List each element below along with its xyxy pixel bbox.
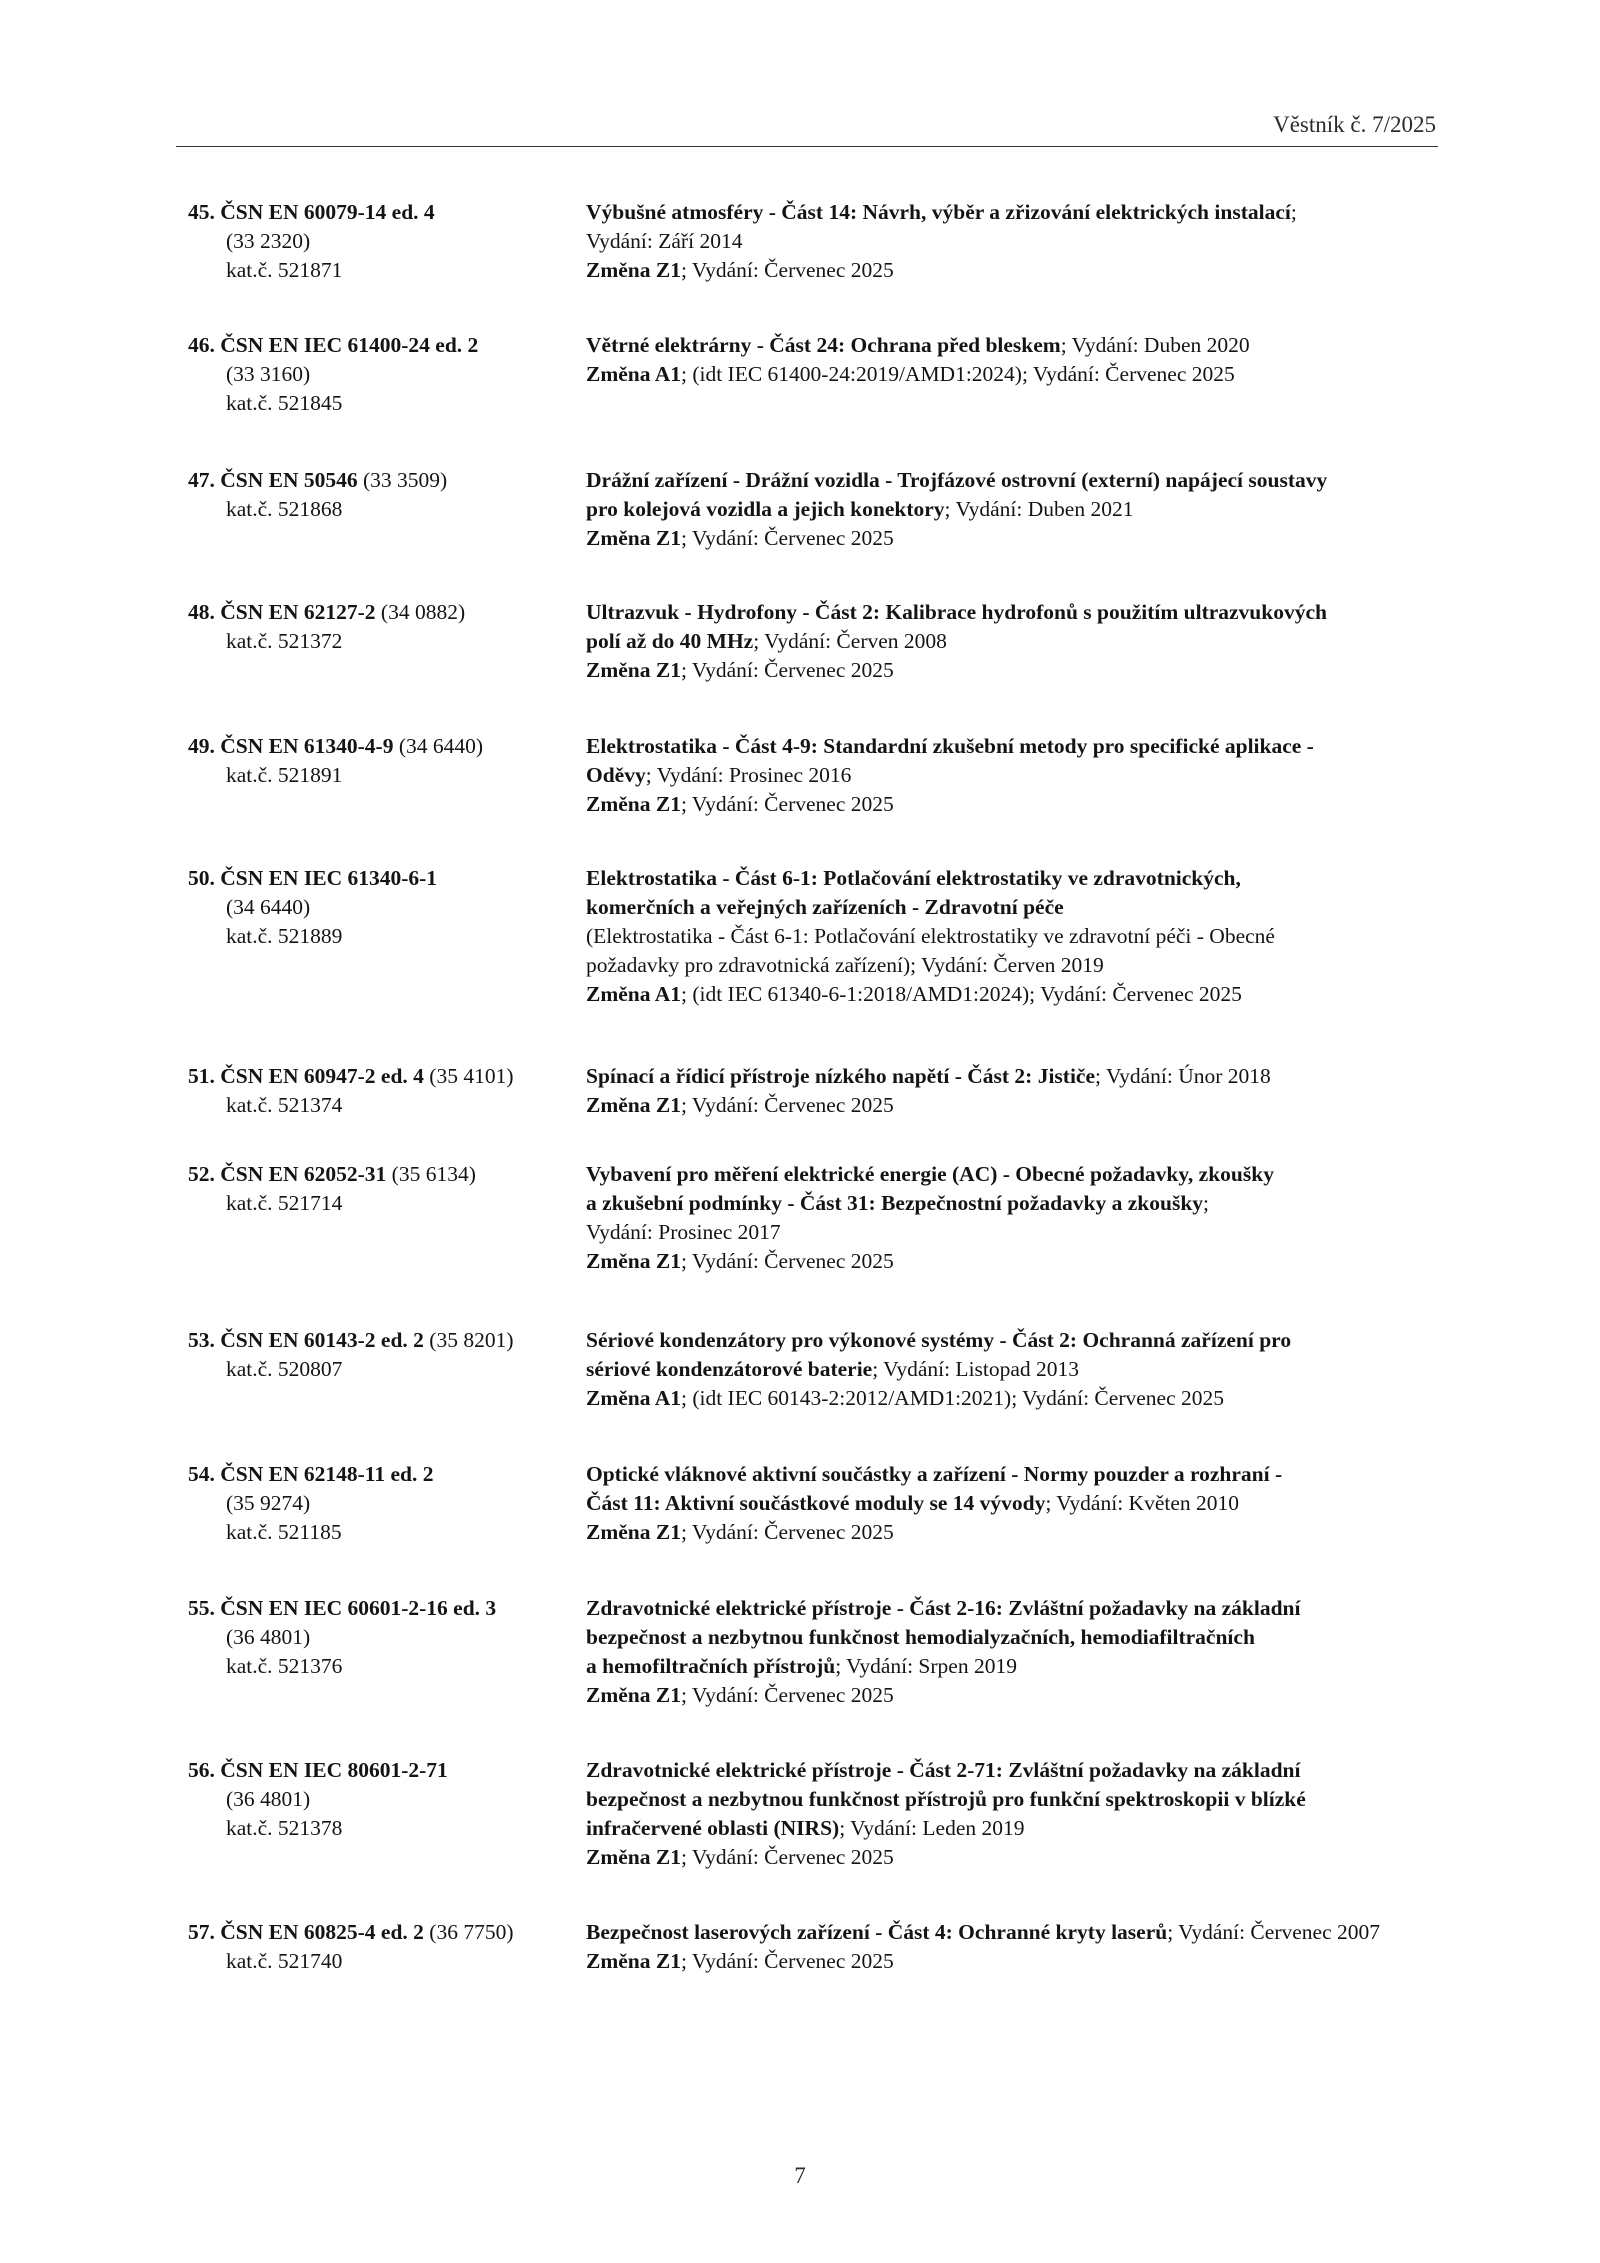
description-line <box>586 1062 1436 1091</box>
description-line <box>586 732 1436 761</box>
standard-number-segment: ČSN EN 60143-2 ed. 2 <box>220 1328 424 1352</box>
description-segment: ; <box>1290 200 1297 224</box>
description-segment: Vybavení pro měření elektrické energie (AC) - Obecné požadavky, zkoušky <box>586 1162 1274 1186</box>
description-segment: Změna Z1 <box>586 1949 681 1973</box>
standard-number-segment: ČSN EN IEC 80601-2-71 <box>220 1758 448 1782</box>
standard-number-segment: 57. <box>188 1920 221 1944</box>
description-line <box>586 656 1436 685</box>
standard-description <box>586 1460 1436 1547</box>
catalog-number: kat.č. 521868 <box>226 497 343 521</box>
standard-number-segment: (35 6134) <box>386 1162 476 1186</box>
description-line <box>586 1918 1436 1947</box>
catalog-number: kat.č. 520807 <box>226 1357 343 1381</box>
description-segment: ; Vydání: Srpen 2019 <box>835 1654 1017 1678</box>
description-line <box>586 761 1436 790</box>
class-code: (36 4801) <box>226 1625 311 1649</box>
description-line <box>586 1460 1436 1489</box>
standard-number-line <box>188 732 578 761</box>
catalog-number: kat.č. 521871 <box>226 258 343 282</box>
catalog-number: kat.č. 521891 <box>226 763 343 787</box>
description-segment: ; Vydání: Květen 2010 <box>1045 1491 1240 1515</box>
standard-number-segment: 53. <box>188 1328 221 1352</box>
standard-number-segment: (35 8201) <box>423 1328 514 1352</box>
description-line <box>586 1947 1436 1976</box>
description-segment: Drážní zařízení - Drážní vozidla - Trojfázové ostrovní (externí) napájecí soustavy <box>586 468 1328 492</box>
standard-number-segment: (36 7750) <box>423 1920 514 1944</box>
catalog-number: kat.č. 521185 <box>226 1520 342 1544</box>
description-line <box>586 1843 1436 1872</box>
description-segment: ; Vydání: Duben 2021 <box>944 497 1134 521</box>
description-line <box>586 1247 1436 1276</box>
description-line <box>586 1681 1436 1710</box>
description-segment: Optické vláknové aktivní součástky a zařízení - Normy pouzder a rozhraní - <box>586 1462 1283 1486</box>
standard-number-segment: 55. <box>188 1596 221 1620</box>
description-segment: Spínací a řídicí přístroje nízkého napětí - Část 2: Jističe <box>586 1064 1096 1088</box>
standard-designation <box>188 466 578 524</box>
standard-number-line <box>188 864 578 893</box>
description-line <box>586 1623 1436 1652</box>
description-segment: ; Vydání: Červenec 2025 <box>680 1249 894 1273</box>
description-segment: Zdravotnické elektrické přístroje - Část 2-71: Zvláštní požadavky na základní <box>586 1758 1301 1782</box>
standard-designation <box>188 1918 578 1976</box>
standard-number-line <box>188 1918 578 1947</box>
standard-number-segment: (33 3509) <box>357 468 448 492</box>
standard-number-segment: ČSN EN 60825-4 ed. 2 <box>220 1920 424 1944</box>
description-line <box>586 922 1436 951</box>
description-segment: polí až do 40 MHz <box>586 629 754 653</box>
description-segment: Změna Z1 <box>586 792 681 816</box>
description-segment: ; Vydání: Červenec 2025 <box>680 1845 894 1869</box>
description-segment: Ultrazvuk - Hydrofony - Část 2: Kalibrace hydrofonů s použitím ultrazvukových <box>586 600 1327 624</box>
description-segment: Elektrostatika - Část 6-1: Potlačování elektrostatiky ve zdravotnických, <box>586 866 1241 890</box>
description-line <box>586 198 1436 227</box>
description-segment: Změna Z1 <box>586 526 681 550</box>
description-segment: ; <box>1203 1191 1210 1215</box>
description-segment: infračervené oblasti (NIRS) <box>586 1816 840 1840</box>
standard-description <box>586 1594 1436 1710</box>
standard-number-segment: 54. <box>188 1462 221 1486</box>
description-line <box>586 1091 1436 1120</box>
description-segment: Změna Z1 <box>586 1520 681 1544</box>
class-code: (33 2320) <box>226 229 311 253</box>
description-segment: Výbušné atmosféry - Část 14: Návrh, výběr a zřizování elektrických instalací <box>586 200 1291 224</box>
standard-description <box>586 1756 1436 1872</box>
standard-number-segment: 47. <box>188 468 221 492</box>
description-line <box>586 1218 1436 1247</box>
standard-number-line <box>188 466 578 495</box>
standard-number-line <box>188 198 578 227</box>
description-segment: bezpečnost a nezbytnou funkčnost přístrojů pro funkční spektroskopii v blízké <box>586 1787 1306 1811</box>
description-segment: Změna Z1 <box>586 1683 681 1707</box>
standard-number-segment: ČSN EN 50546 <box>220 468 358 492</box>
standard-number-line <box>188 1594 578 1623</box>
description-segment: ; Vydání: Červenec 2025 <box>680 658 894 682</box>
description-line <box>586 1518 1436 1547</box>
description-segment: Změna A1 <box>586 1386 681 1410</box>
description-line <box>586 627 1436 656</box>
standard-number-segment: 45. <box>188 200 221 224</box>
description-segment: Změna Z1 <box>586 1093 681 1117</box>
description-line <box>586 1489 1436 1518</box>
catalog-number: kat.č. 521376 <box>226 1654 343 1678</box>
catalog-number: kat.č. 521889 <box>226 924 343 948</box>
description-segment: ; (idt IEC 60143-2:2012/AMD1:2021); Vydání: Červenec 2025 <box>680 1386 1224 1410</box>
description-line <box>586 1189 1436 1218</box>
description-segment: ; Vydání: Červen 2008 <box>753 629 947 653</box>
description-segment: Větrné elektrárny - Část 24: Ochrana před bleskem <box>586 333 1061 357</box>
standard-number-segment: 50. <box>188 866 221 890</box>
standard-description <box>586 864 1436 1009</box>
bulletin-title: Věstník č. 7/2025 <box>1273 112 1436 137</box>
description-line <box>586 864 1436 893</box>
standard-description <box>586 1160 1436 1276</box>
standard-number-line <box>188 1326 578 1355</box>
standard-number-segment: ČSN EN 60947-2 ed. 4 <box>220 1064 424 1088</box>
standard-number-segment: ČSN EN IEC 61400-24 ed. 2 <box>220 333 479 357</box>
description-segment: ; (idt IEC 61340-6-1:2018/AMD1:2024); Vydání: Červenec 2025 <box>680 982 1242 1006</box>
description-segment: Sériové kondenzátory pro výkonové systémy - Část 2: Ochranná zařízení pro <box>586 1328 1292 1352</box>
description-line <box>586 360 1436 389</box>
description-segment: ; Vydání: Prosinec 2016 <box>645 763 852 787</box>
description-segment: komerčních a veřejných zařízeních - Zdravotní péče <box>586 895 1064 919</box>
standard-number-line <box>188 598 578 627</box>
description-segment: ; Vydání: Červenec 2025 <box>680 1683 894 1707</box>
description-line <box>586 466 1436 495</box>
standard-designation <box>188 198 578 285</box>
standard-designation <box>188 598 578 656</box>
standard-description <box>586 732 1436 819</box>
description-segment: požadavky pro zdravotnická zařízení); Vydání: Červen 2019 <box>586 953 1104 977</box>
class-code: (36 4801) <box>226 1787 311 1811</box>
description-segment: ; Vydání: Červenec 2025 <box>680 792 894 816</box>
standard-designation <box>188 1460 578 1547</box>
standard-designation <box>188 1160 578 1218</box>
description-line <box>586 1756 1436 1785</box>
description-segment: ; Vydání: Červenec 2025 <box>680 526 894 550</box>
standard-designation <box>188 732 578 790</box>
standard-description <box>586 1062 1436 1120</box>
standard-number-line <box>188 331 578 360</box>
standard-number-line <box>188 1062 578 1091</box>
standard-number-segment: ČSN EN IEC 60601-2-16 ed. 3 <box>220 1596 497 1620</box>
standard-number-segment: ČSN EN 61340-4-9 <box>220 734 394 758</box>
description-line <box>586 495 1436 524</box>
description-segment: Změna Z1 <box>586 658 681 682</box>
standard-number-segment: (35 4101) <box>423 1064 514 1088</box>
description-segment: Změna A1 <box>586 362 681 386</box>
description-segment: Změna Z1 <box>586 258 681 282</box>
standard-number-segment: ČSN EN IEC 61340-6-1 <box>220 866 438 890</box>
standard-designation <box>188 1594 578 1681</box>
description-segment: ; Vydání: Duben 2020 <box>1060 333 1250 357</box>
standard-description <box>586 598 1436 685</box>
description-line <box>586 1326 1436 1355</box>
standard-number-segment: 52. <box>188 1162 221 1186</box>
catalog-number: kat.č. 521372 <box>226 629 343 653</box>
description-line <box>586 951 1436 980</box>
description-line <box>586 893 1436 922</box>
standard-designation <box>188 864 578 951</box>
class-code: (34 6440) <box>226 895 311 919</box>
class-code: (35 9274) <box>226 1491 311 1515</box>
description-segment: (Elektrostatika - Část 6-1: Potlačování elektrostatiky ve zdravotní péči - Obecné <box>586 924 1275 948</box>
standard-number-segment: 56. <box>188 1758 221 1782</box>
description-line <box>586 331 1436 360</box>
standard-number-segment: ČSN EN 60079-14 ed. 4 <box>220 200 435 224</box>
description-segment: Vydání: Prosinec 2017 <box>586 1220 781 1244</box>
description-segment: Část 11: Aktivní součástkové moduly se 14 vývody <box>586 1491 1046 1515</box>
description-segment: Oděvy <box>586 763 646 787</box>
standard-number-segment: ČSN EN 62127-2 <box>220 600 376 624</box>
standard-number-segment: (34 0882) <box>375 600 466 624</box>
description-line <box>586 256 1436 285</box>
standard-description <box>586 198 1436 285</box>
description-segment: ; Vydání: Červenec 2025 <box>680 258 894 282</box>
description-segment: Změna Z1 <box>586 1845 681 1869</box>
description-line <box>586 524 1436 553</box>
description-segment: bezpečnost a nezbytnou funkčnost hemodialyzačních, hemodiafiltračních <box>586 1625 1255 1649</box>
description-segment: ; Vydání: Leden 2019 <box>839 1816 1025 1840</box>
description-segment: ; Vydání: Červenec 2025 <box>680 1520 894 1544</box>
standard-number-segment: (34 6440) <box>393 734 484 758</box>
standard-designation <box>188 331 578 418</box>
description-line <box>586 598 1436 627</box>
catalog-number: kat.č. 521714 <box>226 1191 343 1215</box>
standard-description <box>586 1326 1436 1413</box>
standard-number-segment: ČSN EN 62148-11 ed. 2 <box>220 1462 434 1486</box>
description-segment: Elektrostatika - Část 4-9: Standardní zkušební metody pro specifické aplikace - <box>586 734 1314 758</box>
description-segment: ; Vydání: Červenec 2007 <box>1167 1920 1380 1944</box>
description-line <box>586 1160 1436 1189</box>
description-line <box>586 1594 1436 1623</box>
standard-description <box>586 466 1436 553</box>
description-segment: Vydání: Září 2014 <box>586 229 743 253</box>
description-line <box>586 1355 1436 1384</box>
catalog-number: kat.č. 521740 <box>226 1949 343 1973</box>
description-line <box>586 790 1436 819</box>
class-code: (33 3160) <box>226 362 311 386</box>
description-line <box>586 1384 1436 1413</box>
catalog-number: kat.č. 521378 <box>226 1816 343 1840</box>
standard-description <box>586 331 1436 389</box>
standard-designation <box>188 1326 578 1384</box>
description-segment: pro kolejová vozidla a jejich konektory <box>586 497 945 521</box>
standard-description <box>586 1918 1436 1976</box>
description-segment: Změna A1 <box>586 982 681 1006</box>
standard-number-line <box>188 1756 578 1785</box>
standard-number-line <box>188 1160 578 1189</box>
description-line <box>586 1814 1436 1843</box>
description-line <box>586 227 1436 256</box>
standard-number-segment: 48. <box>188 600 221 624</box>
description-segment: ; (idt IEC 61400-24:2019/AMD1:2024); Vydání: Červenec 2025 <box>680 362 1235 386</box>
description-line <box>586 980 1436 1009</box>
description-segment: ; Vydání: Únor 2018 <box>1095 1064 1271 1088</box>
standard-number-segment: 51. <box>188 1064 221 1088</box>
standard-designation <box>188 1062 578 1120</box>
description-segment: Změna Z1 <box>586 1249 681 1273</box>
page-number: 7 <box>794 2163 806 2188</box>
standard-number-segment: 49. <box>188 734 221 758</box>
description-segment: ; Vydání: Červenec 2025 <box>680 1949 894 1973</box>
description-segment: Zdravotnické elektrické přístroje - Část 2-16: Zvláštní požadavky na základní <box>586 1596 1301 1620</box>
description-segment: ; Vydání: Červenec 2025 <box>680 1093 894 1117</box>
description-line <box>586 1652 1436 1681</box>
standard-number-line <box>188 1460 578 1489</box>
description-segment: a hemofiltračních přístrojů <box>586 1654 836 1678</box>
catalog-number: kat.č. 521374 <box>226 1093 343 1117</box>
description-segment: sériové kondenzátorové baterie <box>586 1357 873 1381</box>
description-segment: a zkušební podmínky - Část 31: Bezpečnostní požadavky a zkoušky <box>586 1191 1204 1215</box>
standard-number-segment: 46. <box>188 333 221 357</box>
description-line <box>586 1785 1436 1814</box>
description-segment: Bezpečnost laserových zařízení - Část 4: Ochranné kryty laserů <box>586 1920 1168 1944</box>
standard-designation <box>188 1756 578 1843</box>
catalog-number: kat.č. 521845 <box>226 391 343 415</box>
standard-number-segment: ČSN EN 62052-31 <box>220 1162 387 1186</box>
description-segment: ; Vydání: Listopad 2013 <box>872 1357 1080 1381</box>
